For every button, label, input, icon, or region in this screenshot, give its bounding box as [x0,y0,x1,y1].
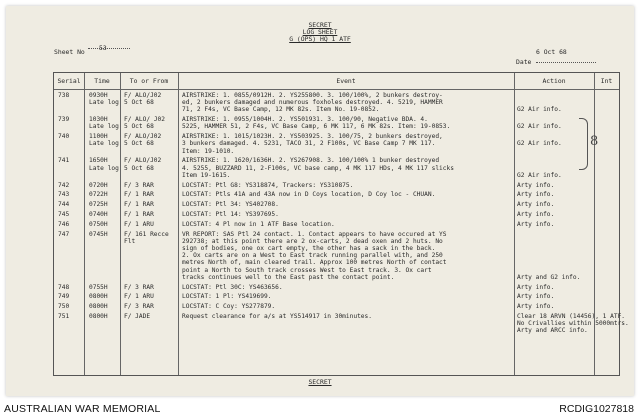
time-cell: 0800H [89,303,108,311]
event-cell: sign of bodies, one ox cart empty, the other has a sack in the back. [182,244,436,252]
to-or-from-cell: F/ JADE [124,313,151,320]
event-cell: LOCSTAT: Ptls 41A and 43A now in D Coys location, D Coy loc - CHUAN. [182,191,436,199]
column-divider [594,73,595,375]
secret-heading: SECRET [308,21,332,29]
time-cell: 0755H [89,283,108,291]
serial-cell: 743 [58,191,70,199]
archive-name: AUSTRALIAN WAR MEMORIAL [4,403,161,415]
serial-cell: 745 [58,211,70,218]
action-cell: G2 Air info. [517,140,562,148]
log-sheet-page [6,6,634,396]
action-cell: G2 Air info. [517,171,562,179]
action-cell: No Crivallies within 5000mtrs. [517,320,629,328]
action-cell: Clear 18 ARVN (14456), 1 ATF. [517,313,626,320]
serial-cell: 748 [58,283,70,291]
log-sheet-heading: LOG SHEET [302,28,338,36]
handwritten-bracket [579,118,588,170]
archive-reference: RCDIG1027818 [559,403,634,415]
event-cell: LOCSTAT: 1 Pl: YS419699. [182,293,272,301]
to-or-from-cell: F/ 3 RAR [124,283,154,291]
header-divider [54,89,619,90]
event-cell: LOCSTAT: C Coy: YS277879. [182,303,276,311]
event-cell: tracks continues well to the East past the contact point. [182,273,395,281]
event-cell: ed, 2 bunkers damaged and numerous foxholes destroyed. 4. 5219, HAMMER [182,99,443,107]
action-cell: Arty info. [517,293,555,301]
event-cell: LOCSTAT: Ptl 14: YS397695. [182,211,279,218]
to-or-from-cell: F/ ALO/J02 [124,92,162,99]
event-cell: metres North of, main cleared trail. Approx 100 metres North of contact [182,259,447,267]
to-or-from-cell: F/ 3 RAR [124,303,154,311]
to-or-from-cell: 5 Oct 68 [124,140,154,148]
event-cell: AIRSTRIKE: 1. 0955/1004H. 2. YS501931. 3. 100/90, Negative BDA. 4. [182,116,428,124]
secret-footer: SECRET [308,378,332,386]
event-cell: Request clearance for a/s at YS514917 in 30minutes. [182,313,372,320]
event-cell: Item: 19-1010. [182,147,235,155]
date-label: Date [516,58,532,66]
serial-cell: 740 [58,133,70,141]
time-cell: 1100H [89,133,108,141]
serial-cell: 739 [58,116,70,124]
serial-cell: 746 [58,220,70,228]
column-divider [120,73,121,375]
time-cell: Late log [89,164,119,172]
action-cell: Arty and G2 info. [517,273,581,281]
sheet-no-value: 53 [99,44,107,52]
event-cell: AIRSTRIKE: 1. 1015/1023H. 2. YS503925. 3. 100/75, 2 bunkers destroyed, [182,133,443,141]
time-cell: Late log [89,99,119,107]
event-cell: AIRSTRIKE: 1. 0855/0912H. 2. YS255800. 3. 100/100%, 2 bunkers destroy- [182,92,443,99]
event-cell: VR REPORT: SAS Ptl 24 contact. 1. Contact appears to have occured at YS [182,230,447,238]
event-cell: 4. 5255, BUZZARD 11, 2-F100s, VC base camp, 4 MK 117 HDs, 4 MK 117 slicks [182,164,454,172]
serial-cell: 750 [58,303,70,311]
time-cell: Late log [89,123,119,131]
to-or-from-cell: F/ 1 ARU [124,220,154,228]
to-or-from-cell: 5 Oct 68 [124,164,154,172]
event-cell: 2. Ox carts are on a West to East track running parallel with, and 250 [182,252,443,260]
time-cell: 1650H [89,157,108,165]
event-cell: AIRSTRIKE: 1. 1620/1636H. 2. YS267908. 3. 100/100% 1 bunker destroyed [182,157,440,165]
action-cell: Arty info. [517,220,555,228]
serial-cell: 751 [58,313,70,320]
to-or-from-cell: F/ 161 Recce [124,230,169,238]
to-or-from-cell: 5 Oct 68 [124,123,154,131]
event-cell: 292738; at this point there are 2 ox-carts, 2 dead oxen and 2 huts. No [182,237,443,245]
column-header-int: Int [600,77,613,85]
time-cell: 0750H [89,220,108,228]
time-cell: 0725H [89,201,108,209]
event-cell: 71, 2 F4s, VC Base Camp, 12 MK 82s. Item No. 19-0852. [182,106,380,114]
to-or-from-cell: F/ 1 RAR [124,211,154,218]
column-divider [84,73,85,375]
to-or-from-cell: F/ ALO/J02 [124,133,162,141]
to-or-from-cell: 5 Oct 68 [124,99,154,107]
time-cell: 0745H [89,230,108,238]
event-cell: LOCSTAT: Ptl 30C: YS463656. [182,283,283,291]
serial-cell: 749 [58,293,70,301]
time-cell: 1030H [89,116,108,124]
action-cell: Arty info. [517,191,555,199]
action-cell: Arty info. [517,211,555,218]
column-header-time: Time [94,77,110,85]
event-cell: LOCSTAT: 4 Pl now in 1 ATF Base location. [182,220,335,228]
column-divider [178,73,179,375]
column-header-to-or-from: To or From [129,77,169,85]
to-or-from-cell: F/ ALO/ J02 [124,116,165,124]
action-cell: Arty info. [517,303,555,311]
event-cell: LOCSTAT: Ptl 34: YS402708. [182,201,279,209]
to-or-from-cell: F/ 1 RAR [124,191,154,199]
time-cell: 0930H [89,92,108,99]
time-cell: 0722H [89,191,108,199]
action-cell: Arty and ARCC info. [517,327,588,335]
time-cell: Late log [89,140,119,148]
unit-heading: G (OPS) HQ 1 ATF [289,35,351,43]
event-cell: point a North to South track crosses West to East track. 3. Ox cart [182,266,432,274]
serial-cell: 738 [58,92,70,99]
column-header-event: Event [336,77,356,85]
to-or-from-cell: F/ ALO/J02 [124,157,162,165]
column-header-serial: Serial [57,77,81,85]
event-cell: 3 bunkers damaged. 4. 5231, TACO 31, 2 F100s, VC Base Camp 7 MK 117. [182,140,436,148]
event-cell: 5225, HAMMER 51, 2 F4s, VC Base Camp, 6 MK 117, 6 MK 82s. Item: 19-0853. [182,123,451,131]
event-cell: LOCSTAT: Ptl G8: YS318874, Trackers: YS310875. [182,181,354,189]
date-field [536,62,596,63]
handwritten-mark: 8 [590,134,599,149]
date-value: 6 Oct 68 [536,48,567,56]
serial-cell: 742 [58,181,70,189]
log-table [53,72,629,376]
action-cell: Arty info. [517,201,555,209]
to-or-from-cell: Flt [124,237,136,245]
serial-cell: 744 [58,201,70,209]
sheet-no-label: Sheet No [54,48,85,56]
serial-cell: 747 [58,230,70,238]
sheet-no-field [88,48,130,49]
time-cell: 0720H [89,181,108,189]
to-or-from-cell: F/ 1 RAR [124,201,154,209]
action-cell: G2 Air info. [517,123,562,131]
time-cell: 0740H [89,211,108,218]
to-or-from-cell: F/ 1 ARU [124,293,154,301]
time-cell: 0800H [89,293,108,301]
column-divider [514,73,515,375]
column-header-action: Action [542,77,566,85]
action-cell: Arty info. [517,283,555,291]
archive-footer [0,399,640,419]
serial-cell: 741 [58,157,70,165]
event-cell: Item 19-1615. [182,171,231,179]
action-cell: Arty info. [517,181,555,189]
action-cell: G2 Air info. [517,106,562,114]
time-cell: 0800H [89,313,108,320]
to-or-from-cell: F/ 3 RAR [124,181,154,189]
